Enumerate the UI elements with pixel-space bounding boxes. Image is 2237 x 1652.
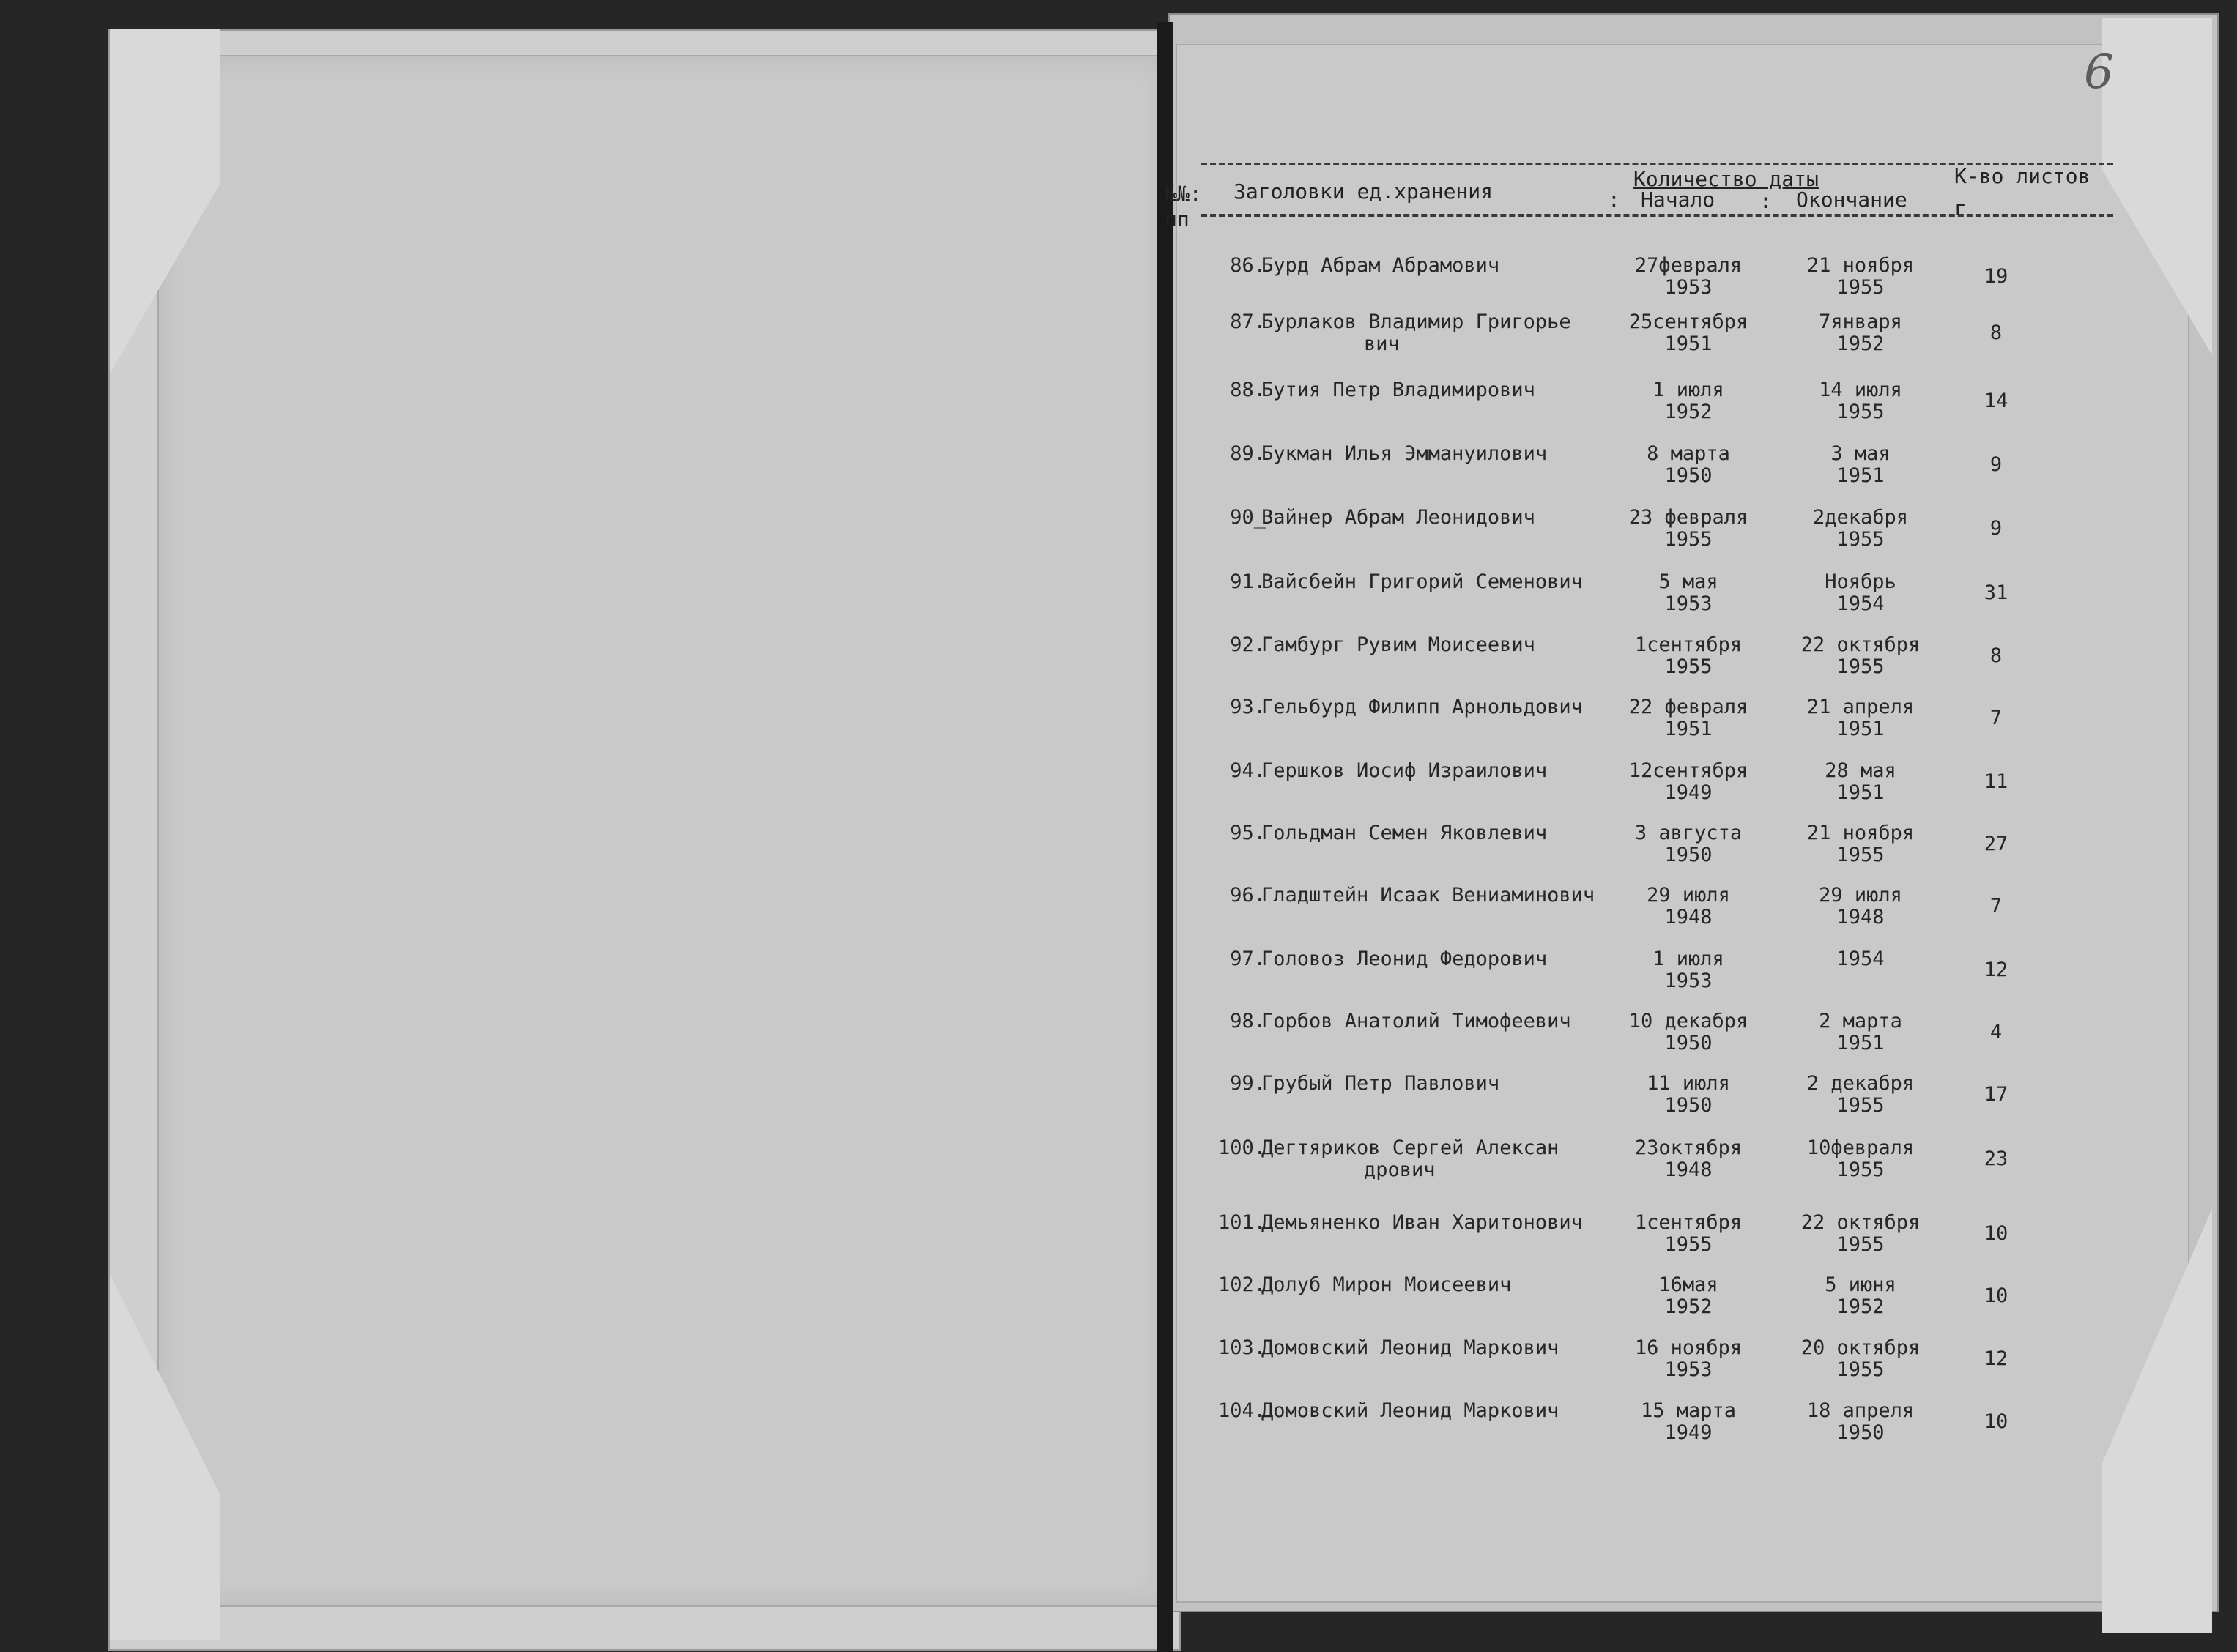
header-title-label: Заголовки ед.хранения [1233, 179, 1494, 204]
row-number: 93. [1230, 696, 1266, 718]
row-end-year: 1955 [1836, 276, 1885, 299]
row-start-year: 1955 [1664, 528, 1713, 551]
header-bottom-rule [1201, 214, 2113, 217]
table-row [0, 379, 2237, 438]
row-end-day: Ноябрь [1825, 570, 1896, 593]
row-sheet-count: 7 [1989, 707, 2003, 729]
row-start-year: 1950 [1664, 844, 1713, 866]
table-row [0, 1073, 2237, 1131]
row-sheet-count: 10 [1984, 1284, 2008, 1307]
row-title-line1: Гладштейн Исаак Вениаминович [1261, 884, 1595, 907]
row-end-day: 2декабря [1812, 506, 1909, 529]
row-title [1261, 885, 1598, 907]
row-title-line1: Гершков Иосиф Израилович [1261, 759, 1548, 782]
row-start-day: 16мая [1658, 1273, 1718, 1296]
row-start-date [1615, 948, 1762, 992]
row-sheet-count: 12 [1984, 959, 2008, 981]
row-end-date [1787, 948, 1934, 970]
row-start-date [1615, 1274, 1762, 1318]
row-start-year: 1951 [1664, 332, 1713, 355]
row-end-date [1787, 255, 1934, 299]
row-start-year: 1948 [1664, 906, 1713, 929]
row-title-line2: вич [1364, 332, 1400, 355]
row-end-year: 1954 [1836, 948, 1885, 970]
row-end-day: 2 марта [1819, 1010, 1902, 1032]
row-start-year: 1951 [1664, 718, 1713, 740]
row-sheet-count: 8 [1989, 321, 2003, 344]
row-title [1261, 255, 1598, 277]
row-title-line1: Демьяненко Иван Харитонович [1261, 1211, 1583, 1234]
row-end-year: 1955 [1836, 1233, 1885, 1256]
row-end-day: 28 мая [1825, 759, 1896, 782]
row-start-date [1615, 1337, 1762, 1381]
row-sheet-count: 14 [1984, 390, 2008, 412]
row-end-day: 10февраля [1806, 1136, 1915, 1159]
row-start-year: 1949 [1664, 1421, 1713, 1444]
row-start-year: 1950 [1664, 1032, 1713, 1054]
row-end-date [1787, 571, 1934, 615]
table-row [0, 443, 2237, 502]
row-title [1261, 696, 1598, 718]
row-title-line1: Вайнер Абрам Леонидович [1261, 506, 1535, 529]
row-number: 94. [1230, 759, 1266, 782]
row-title-line1: Домовский Леонид Маркович [1261, 1336, 1559, 1359]
header-number-label-2: пп [1165, 207, 1190, 231]
row-number: 101. [1217, 1211, 1266, 1234]
row-start-day: 10 декабря [1628, 1010, 1748, 1032]
row-start-year: 1953 [1664, 970, 1713, 992]
header-sheets-label: К-во листов [1954, 164, 2091, 188]
row-number: 104. [1217, 1399, 1266, 1422]
row-start-year: 1953 [1664, 276, 1713, 299]
row-start-day: 27февраля [1634, 254, 1743, 277]
row-end-day: 5 июня [1825, 1273, 1896, 1296]
row-end-year: 1951 [1836, 781, 1885, 804]
row-title-line1: Горбов Анатолий Тимофеевич [1261, 1010, 1571, 1032]
row-start-date [1615, 822, 1762, 866]
row-start-date [1615, 1137, 1762, 1181]
row-start-year: 1953 [1664, 592, 1713, 615]
row-start-date [1615, 1011, 1762, 1054]
row-end-date [1787, 822, 1934, 866]
row-title-line1: Долуб Мирон Моисеевич [1261, 1273, 1512, 1296]
row-start-day: 1 июля [1652, 948, 1724, 970]
row-title [1261, 1137, 1598, 1181]
row-end-day: 18 апреля [1806, 1399, 1915, 1422]
row-start-date [1615, 1073, 1762, 1117]
row-start-day: 1 июля [1652, 379, 1724, 401]
header-sheets-sub: г [1954, 196, 1967, 220]
row-sheet-count: 8 [1989, 644, 2003, 667]
row-end-date [1787, 760, 1934, 804]
row-title [1261, 1212, 1598, 1234]
row-end-day: 29 июля [1819, 884, 1902, 907]
table-row [0, 948, 2237, 1007]
row-title [1261, 507, 1598, 529]
row-number: 90_ [1230, 506, 1266, 529]
row-start-year: 1950 [1664, 1094, 1713, 1117]
row-end-date [1787, 311, 1934, 355]
row-end-day: 22 октября [1800, 633, 1921, 656]
table-row [0, 822, 2237, 881]
row-title [1261, 571, 1598, 593]
table-row [0, 311, 2237, 370]
table-row [0, 507, 2237, 565]
row-end-day: 3 мая [1830, 442, 1891, 465]
row-start-year: 1948 [1664, 1158, 1713, 1181]
row-start-year: 1952 [1664, 1295, 1713, 1318]
row-end-date [1787, 507, 1934, 551]
row-start-day: 1сентября [1634, 633, 1743, 656]
table-row [0, 1137, 2237, 1196]
row-start-year: 1955 [1664, 655, 1713, 678]
row-title [1261, 1337, 1598, 1359]
table-row [0, 696, 2237, 755]
row-start-year: 1952 [1664, 401, 1713, 423]
table-row [0, 1337, 2237, 1396]
row-start-date [1615, 760, 1762, 804]
row-end-date [1787, 696, 1934, 740]
row-title-line1: Букман Илья Эммануилович [1261, 442, 1548, 465]
row-sheet-count: 17 [1984, 1083, 2008, 1106]
row-title-line1: Головоз Леонид Федорович [1261, 948, 1548, 970]
table-row [0, 1011, 2237, 1069]
table-row [0, 885, 2237, 943]
row-end-year: 1955 [1836, 1358, 1885, 1381]
row-title [1261, 1274, 1598, 1296]
header-dates-separator-2: : [1759, 189, 1772, 213]
row-number: 95. [1230, 822, 1266, 844]
row-start-date [1615, 885, 1762, 929]
row-sheet-count: 27 [1984, 833, 2008, 855]
row-number: 97. [1230, 948, 1266, 970]
row-end-date [1787, 634, 1934, 678]
row-end-day: 2 декабря [1806, 1072, 1915, 1095]
row-sheet-count: 10 [1984, 1410, 2008, 1433]
row-start-date [1615, 1400, 1762, 1444]
row-sheet-count: 23 [1984, 1147, 2008, 1170]
row-title-line1: Домовский Леонид Маркович [1261, 1399, 1559, 1422]
row-start-day: 23 февраля [1628, 506, 1748, 529]
row-end-day: 21 апреля [1806, 696, 1915, 718]
row-sheet-count: 9 [1989, 517, 2003, 540]
row-end-year: 1948 [1836, 906, 1885, 929]
row-number: 96. [1230, 884, 1266, 907]
row-end-year: 1950 [1836, 1421, 1885, 1444]
row-number: 98. [1230, 1010, 1266, 1032]
row-sheet-count: 11 [1984, 770, 2008, 793]
row-title [1261, 311, 1598, 355]
row-title [1261, 1400, 1598, 1422]
row-start-day: 8 марта [1647, 442, 1730, 465]
row-title-line1: Гольдман Семен Яковлевич [1261, 822, 1548, 844]
row-start-day: 25сентября [1628, 310, 1748, 333]
row-start-year: 1950 [1664, 464, 1713, 487]
row-end-day: 20 октября [1800, 1336, 1921, 1359]
row-end-day: 7января [1819, 310, 1902, 333]
row-start-date [1615, 571, 1762, 615]
table-row [0, 571, 2237, 630]
row-start-date [1615, 443, 1762, 487]
header-end-label: Окончание [1796, 187, 1907, 212]
row-title-line1: Бурд Абрам Абрамович [1261, 254, 1500, 277]
row-start-day: 23октября [1634, 1136, 1743, 1159]
row-end-date [1787, 1073, 1934, 1117]
row-title-line1: Бурлаков Владимир Григорье [1261, 310, 1571, 333]
row-title [1261, 1011, 1598, 1032]
row-title [1261, 443, 1598, 465]
row-title-line1: Дегтяриков Сергей Алексан [1261, 1136, 1559, 1159]
row-title-line1: Грубый Петр Павлович [1261, 1072, 1500, 1095]
row-title-line1: Бутия Петр Владимирович [1261, 379, 1535, 401]
row-end-date [1787, 885, 1934, 929]
row-end-date [1787, 1011, 1934, 1054]
row-sheet-count: 7 [1989, 895, 2003, 918]
row-sheet-count: 4 [1989, 1021, 2003, 1043]
row-end-day: 21 ноября [1806, 254, 1915, 277]
row-title-line1: Гельбурд Филипп Арнольдович [1261, 696, 1583, 718]
row-end-date [1787, 379, 1934, 423]
row-title [1261, 634, 1598, 656]
row-title [1261, 379, 1598, 401]
row-start-day: 12сентября [1628, 759, 1748, 782]
row-end-year: 1954 [1836, 592, 1885, 615]
table-row [0, 1400, 2237, 1459]
row-start-date [1615, 634, 1762, 678]
row-end-year: 1955 [1836, 844, 1885, 866]
row-end-year: 1951 [1836, 464, 1885, 487]
row-end-date [1787, 1337, 1934, 1381]
row-start-day: 1сентября [1634, 1211, 1743, 1234]
table-row [0, 760, 2237, 819]
row-start-year: 1949 [1664, 781, 1713, 804]
row-end-year: 1955 [1836, 655, 1885, 678]
row-title-line1: Вайсбейн Григорий Семенович [1261, 570, 1583, 593]
row-start-year: 1955 [1664, 1233, 1713, 1256]
row-end-date [1787, 1137, 1934, 1181]
row-end-day: 14 июля [1819, 379, 1902, 401]
row-title [1261, 948, 1598, 970]
row-number: 91. [1230, 570, 1266, 593]
row-start-day: 16 ноября [1634, 1336, 1743, 1359]
row-end-date [1787, 1212, 1934, 1256]
row-end-year: 1955 [1836, 1158, 1885, 1181]
row-end-day: 22 октября [1800, 1211, 1921, 1234]
row-number: 103. [1217, 1336, 1266, 1359]
header-dates-label: Количество даты [1633, 167, 1819, 191]
row-number: 87. [1230, 310, 1266, 333]
row-start-date [1615, 696, 1762, 740]
row-end-day: 21 ноября [1806, 822, 1915, 844]
row-start-day: 3 августа [1634, 822, 1743, 844]
row-end-year: 1955 [1836, 401, 1885, 423]
row-start-date [1615, 379, 1762, 423]
row-start-year: 1953 [1664, 1358, 1713, 1381]
header-number-label: №№: [1165, 182, 1202, 206]
row-start-day: 15 марта [1640, 1399, 1737, 1422]
row-start-date [1615, 507, 1762, 551]
row-end-year: 1951 [1836, 1032, 1885, 1054]
table-row [0, 255, 2237, 313]
row-end-year: 1952 [1836, 332, 1885, 355]
row-number: 89. [1230, 442, 1266, 465]
row-title [1261, 1073, 1598, 1095]
row-title [1261, 822, 1598, 844]
row-title-line2: дрович [1364, 1158, 1436, 1181]
row-number: 100. [1217, 1136, 1266, 1159]
row-sheet-count: 9 [1989, 453, 2003, 476]
header-dates-separator-1: : [1608, 187, 1620, 212]
row-start-day: 29 июля [1647, 884, 1730, 907]
row-end-year: 1955 [1836, 528, 1885, 551]
row-end-date [1787, 1274, 1934, 1318]
page-number: 6 [2084, 45, 2114, 100]
header-start-label: Начало [1641, 187, 1715, 212]
row-start-day: 5 мая [1658, 570, 1718, 593]
row-start-date [1615, 255, 1762, 299]
row-start-day: 11 июля [1647, 1072, 1730, 1095]
row-start-date [1615, 1212, 1762, 1256]
table-row [0, 634, 2237, 693]
row-title [1261, 760, 1598, 782]
row-end-year: 1952 [1836, 1295, 1885, 1318]
row-number: 86. [1230, 254, 1266, 277]
row-end-date [1787, 1400, 1934, 1444]
row-start-day: 22 февраля [1628, 696, 1748, 718]
row-start-date [1615, 311, 1762, 355]
row-end-year: 1951 [1836, 718, 1885, 740]
row-end-year: 1955 [1836, 1094, 1885, 1117]
row-number: 99. [1230, 1072, 1266, 1095]
row-sheet-count: 10 [1984, 1222, 2008, 1245]
row-number: 92. [1230, 633, 1266, 656]
row-sheet-count: 19 [1984, 265, 2008, 288]
table-row [0, 1212, 2237, 1270]
row-number: 102. [1217, 1273, 1266, 1296]
row-number: 88. [1230, 379, 1266, 401]
table-row [0, 1274, 2237, 1333]
row-sheet-count: 12 [1984, 1347, 2008, 1370]
row-end-date [1787, 443, 1934, 487]
row-title-line1: Гамбург Рувим Моисеевич [1261, 633, 1535, 656]
row-sheet-count: 31 [1984, 581, 2008, 604]
